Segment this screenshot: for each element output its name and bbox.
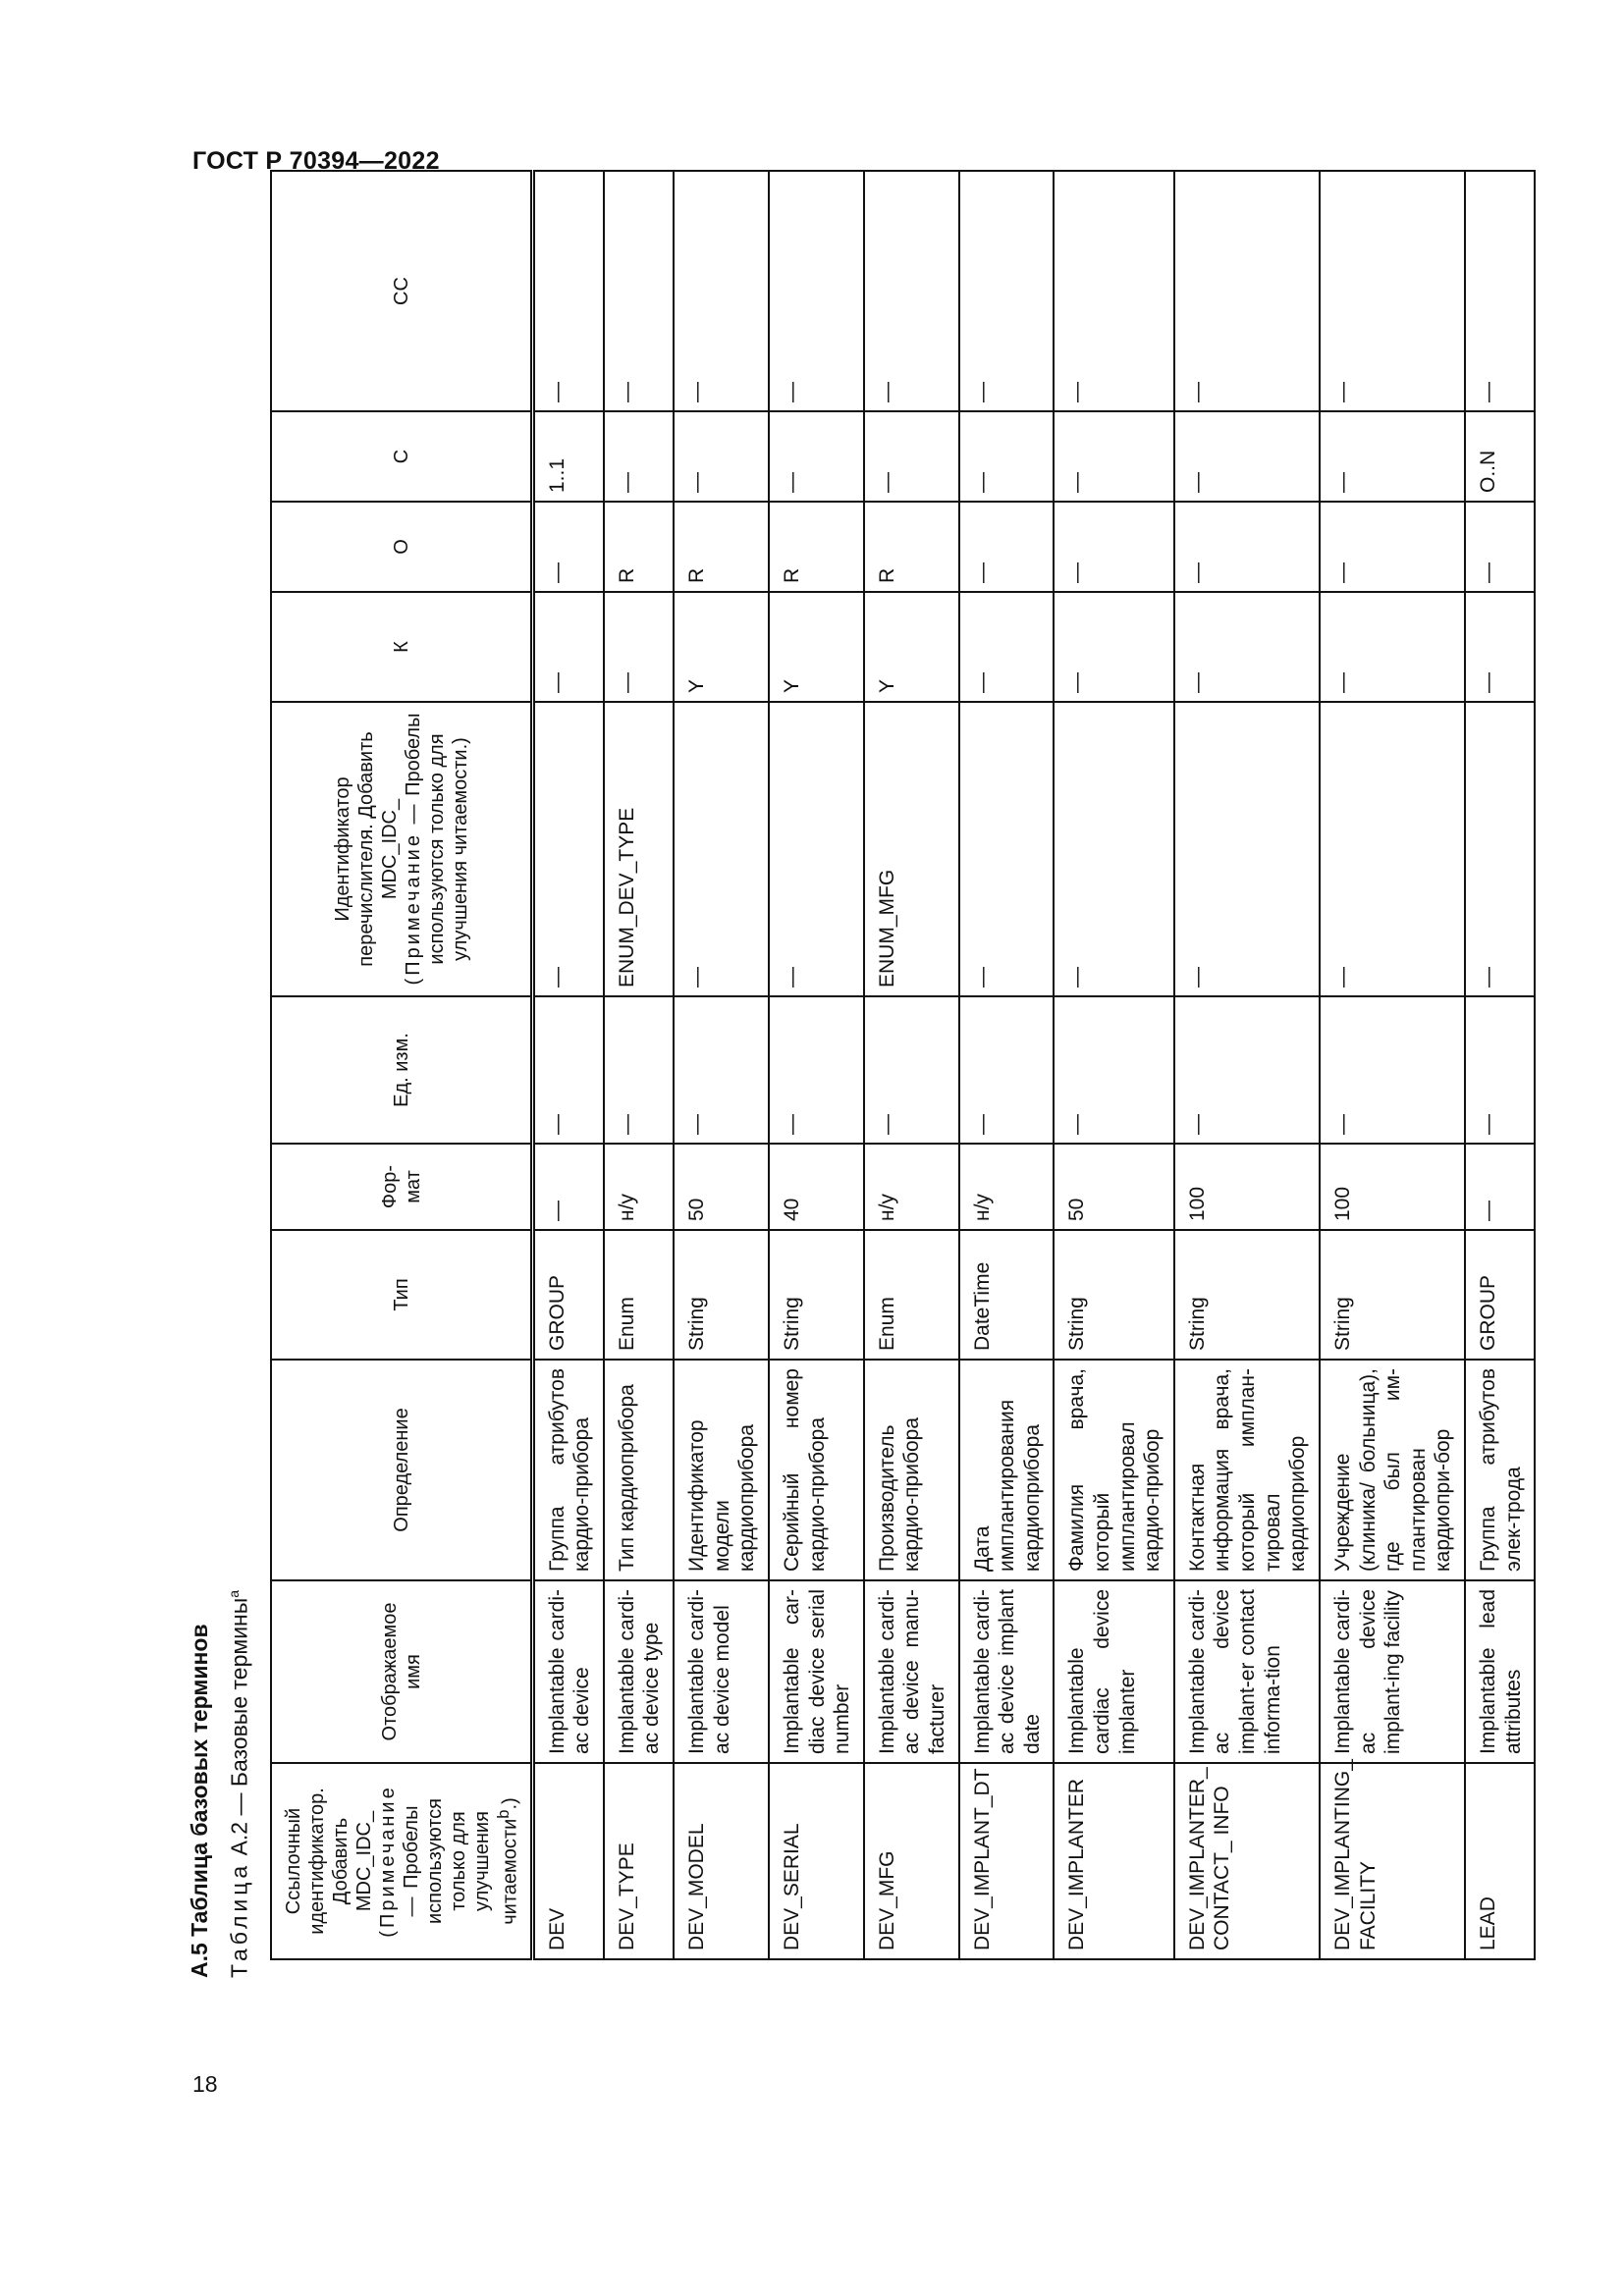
cell-enum: — bbox=[674, 702, 769, 996]
cell-enum: — bbox=[959, 702, 1055, 996]
cell-type: String bbox=[1054, 1230, 1173, 1360]
cell-format: — bbox=[1465, 1144, 1535, 1230]
header-enum-id-text: Идентификатор перечислителя. Добавить MDC_IDC_ bbox=[332, 731, 402, 967]
cell-ref: DEV_IMPLANTING_ FACILITY bbox=[1320, 1763, 1465, 1959]
cell-k: — bbox=[1320, 592, 1465, 702]
cell-enum: — bbox=[532, 702, 604, 996]
cell-cc: — bbox=[532, 171, 604, 411]
cell-cc: — bbox=[1320, 171, 1465, 411]
cell-o: R bbox=[769, 502, 864, 592]
cell-definition: Дата имплантирования кардиоприбора bbox=[959, 1360, 1055, 1580]
cell-enum: ENUM_DEV_TYPE bbox=[604, 702, 674, 996]
cell-display-name: Implantable cardi-ac device implant-er contact informa-tion bbox=[1174, 1580, 1320, 1763]
table-row bbox=[1465, 171, 1535, 1959]
header-ref-id-note-label: (Примечание — bbox=[377, 1785, 422, 1938]
cell-definition: Группа атрибутов кардио-прибора bbox=[532, 1360, 604, 1580]
cell-enum: — bbox=[1320, 702, 1465, 996]
header-row bbox=[271, 171, 532, 1959]
cell-c: — bbox=[1174, 411, 1320, 502]
cell-type: Enum bbox=[864, 1230, 959, 1360]
cell-type: GROUP bbox=[1465, 1230, 1535, 1360]
cell-units: — bbox=[674, 996, 769, 1144]
cell-type: Enum bbox=[604, 1230, 674, 1360]
cell-units: — bbox=[864, 996, 959, 1144]
header-k: К bbox=[271, 592, 532, 702]
table-caption bbox=[226, 1590, 253, 1978]
cell-k: — bbox=[532, 592, 604, 702]
table-caption-text: А.2 — Базовые термины bbox=[226, 1597, 252, 1862]
cell-o: R bbox=[674, 502, 769, 592]
cell-format: н/у bbox=[959, 1144, 1055, 1230]
table-row bbox=[1054, 171, 1173, 1959]
table-row bbox=[604, 171, 674, 1959]
cell-type: DateTime bbox=[959, 1230, 1055, 1360]
cell-c: O..N bbox=[1465, 411, 1535, 502]
cell-o: — bbox=[1174, 502, 1320, 592]
header-display-name: Отображаемое имя bbox=[271, 1580, 532, 1763]
page-number: 18 bbox=[192, 2071, 218, 2097]
cell-format: 100 bbox=[1320, 1144, 1465, 1230]
cell-format: н/у bbox=[604, 1144, 674, 1230]
table-row bbox=[864, 171, 959, 1959]
header-ref-id-close: .) bbox=[499, 1797, 521, 1810]
table-row bbox=[674, 171, 769, 1959]
cell-k: Y bbox=[864, 592, 959, 702]
cell-o: R bbox=[604, 502, 674, 592]
cell-k: Y bbox=[769, 592, 864, 702]
cell-cc: — bbox=[769, 171, 864, 411]
cell-enum: — bbox=[769, 702, 864, 996]
cell-definition: Тип кардиоприбора bbox=[604, 1360, 674, 1580]
cell-units: — bbox=[1320, 996, 1465, 1144]
cell-definition: Учреждение (клиника/ больница), где был им-плантирован кардиопри-бор bbox=[1320, 1360, 1465, 1580]
cell-ref: DEV_MFG bbox=[864, 1763, 959, 1959]
cell-ref: DEV bbox=[532, 1763, 604, 1959]
cell-type: String bbox=[1174, 1230, 1320, 1360]
cell-c: 1..1 bbox=[532, 411, 604, 502]
header-ref-id-footnote: b bbox=[494, 1809, 513, 1819]
cell-o: — bbox=[1054, 502, 1173, 592]
cell-ref: DEV_IMPLANTER_ CONTACT_ INFO bbox=[1174, 1763, 1320, 1959]
cell-type: GROUP bbox=[532, 1230, 604, 1360]
cell-display-name: Implantable cardi-ac device type bbox=[604, 1580, 674, 1763]
cell-display-name: Implantable cardi-ac device implant-ing facility bbox=[1320, 1580, 1465, 1763]
header-definition: Определение bbox=[271, 1360, 532, 1580]
cell-units: — bbox=[959, 996, 1055, 1144]
cell-display-name: Implantable lead attributes bbox=[1465, 1580, 1535, 1763]
cell-cc: — bbox=[1465, 171, 1535, 411]
cell-ref: DEV_IMPLANT_DT bbox=[959, 1763, 1055, 1959]
cell-type: String bbox=[674, 1230, 769, 1360]
cell-definition: Производитель кардио-прибора bbox=[864, 1360, 959, 1580]
cell-format: 40 bbox=[769, 1144, 864, 1230]
header-ref-id-text: Ссылочный идентификатор. Добавить MDC_IDC_ bbox=[283, 1788, 375, 1935]
cell-k: Y bbox=[674, 592, 769, 702]
cell-enum: — bbox=[1465, 702, 1535, 996]
table-row bbox=[532, 171, 604, 1959]
section-title: А.5 Таблица базовых терминов bbox=[187, 1624, 212, 1978]
header-format: Фор-мат bbox=[271, 1144, 532, 1230]
cell-k: — bbox=[1174, 592, 1320, 702]
cell-k: — bbox=[604, 592, 674, 702]
cell-c: — bbox=[1054, 411, 1173, 502]
header-c: С bbox=[271, 411, 532, 502]
cell-format: — bbox=[532, 1144, 604, 1230]
table-row bbox=[959, 171, 1055, 1959]
header-cc: СС bbox=[271, 171, 532, 411]
table-caption-prefix: Таблица bbox=[226, 1861, 252, 1978]
header-ref-id bbox=[271, 1763, 532, 1959]
table-row bbox=[1320, 171, 1465, 1959]
cell-k: — bbox=[1054, 592, 1173, 702]
cell-display-name: Implantable cardi-ac device bbox=[532, 1580, 604, 1763]
header-ref-id-note: Пробелы используются только для улучшения читаемости bbox=[401, 1797, 521, 1925]
cell-format: 100 bbox=[1174, 1144, 1320, 1230]
cell-display-name: Implantable car-diac device serial number bbox=[769, 1580, 864, 1763]
header-type: Тип bbox=[271, 1230, 532, 1360]
table-row bbox=[769, 171, 864, 1959]
cell-units: — bbox=[1465, 996, 1535, 1144]
cell-k: — bbox=[959, 592, 1055, 702]
cell-type: String bbox=[1320, 1230, 1465, 1360]
cell-o: — bbox=[1320, 502, 1465, 592]
cell-c: — bbox=[769, 411, 864, 502]
cell-ref: DEV_MODEL bbox=[674, 1763, 769, 1959]
header-o: О bbox=[271, 502, 532, 592]
cell-cc: — bbox=[959, 171, 1055, 411]
cell-enum: ENUM_MFG bbox=[864, 702, 959, 996]
cell-c: — bbox=[604, 411, 674, 502]
cell-ref: DEV_IMPLANTER bbox=[1054, 1763, 1173, 1959]
cell-definition: Фамилия врача, который имплантировал кардио-прибор bbox=[1054, 1360, 1173, 1580]
cell-units: — bbox=[769, 996, 864, 1144]
cell-units: — bbox=[1174, 996, 1320, 1144]
cell-format: н/у bbox=[864, 1144, 959, 1230]
cell-o: — bbox=[959, 502, 1055, 592]
cell-o: — bbox=[1465, 502, 1535, 592]
cell-cc: — bbox=[604, 171, 674, 411]
header-units: Ед. изм. bbox=[271, 996, 532, 1144]
cell-ref: DEV_SERIAL bbox=[769, 1763, 864, 1959]
table-caption-footnote: a bbox=[226, 1589, 242, 1598]
cell-units: — bbox=[1054, 996, 1173, 1144]
cell-k: — bbox=[1465, 592, 1535, 702]
header-enum-id bbox=[271, 702, 532, 996]
header-enum-id-note-label: (Примечание — bbox=[403, 801, 425, 986]
cell-definition: Серийный номер кардио-прибора bbox=[769, 1360, 864, 1580]
cell-enum: — bbox=[1054, 702, 1173, 996]
cell-definition: Контактная информация врача, который имплан-тировал кардиоприбор bbox=[1174, 1360, 1320, 1580]
cell-cc: — bbox=[674, 171, 769, 411]
cell-ref: LEAD bbox=[1465, 1763, 1535, 1959]
rotated-table-page bbox=[187, 172, 1525, 1978]
cell-enum: — bbox=[1174, 702, 1320, 996]
cell-type: String bbox=[769, 1230, 864, 1360]
cell-c: — bbox=[864, 411, 959, 502]
cell-display-name: Implantable cardi-ac device model bbox=[674, 1580, 769, 1763]
cell-c: — bbox=[959, 411, 1055, 502]
cell-definition: Идентификатор модели кардиоприбора bbox=[674, 1360, 769, 1580]
document-header: ГОСТ Р 70394—2022 bbox=[192, 147, 440, 175]
cell-ref: DEV_TYPE bbox=[604, 1763, 674, 1959]
cell-cc: — bbox=[1174, 171, 1320, 411]
cell-display-name: Implantable cardi-ac device manu-facturer bbox=[864, 1580, 959, 1763]
basic-terms-table bbox=[270, 170, 1536, 1960]
cell-units: — bbox=[604, 996, 674, 1144]
cell-c: — bbox=[1320, 411, 1465, 502]
cell-c: — bbox=[674, 411, 769, 502]
cell-units: — bbox=[532, 996, 604, 1144]
cell-o: R bbox=[864, 502, 959, 592]
cell-format: 50 bbox=[674, 1144, 769, 1230]
cell-cc: — bbox=[1054, 171, 1173, 411]
table-row bbox=[1174, 171, 1320, 1959]
cell-format: 50 bbox=[1054, 1144, 1173, 1230]
cell-display-name: Implantable cardi-ac device implant date bbox=[959, 1580, 1055, 1763]
header-enum-id-note: Пробелы используются только для улучшения читаемости.) bbox=[403, 713, 472, 965]
cell-cc: — bbox=[864, 171, 959, 411]
cell-definition: Группа атрибутов элек-трода bbox=[1465, 1360, 1535, 1580]
cell-o: — bbox=[532, 502, 604, 592]
cell-display-name: Implantable cardiac device implanter bbox=[1054, 1580, 1173, 1763]
